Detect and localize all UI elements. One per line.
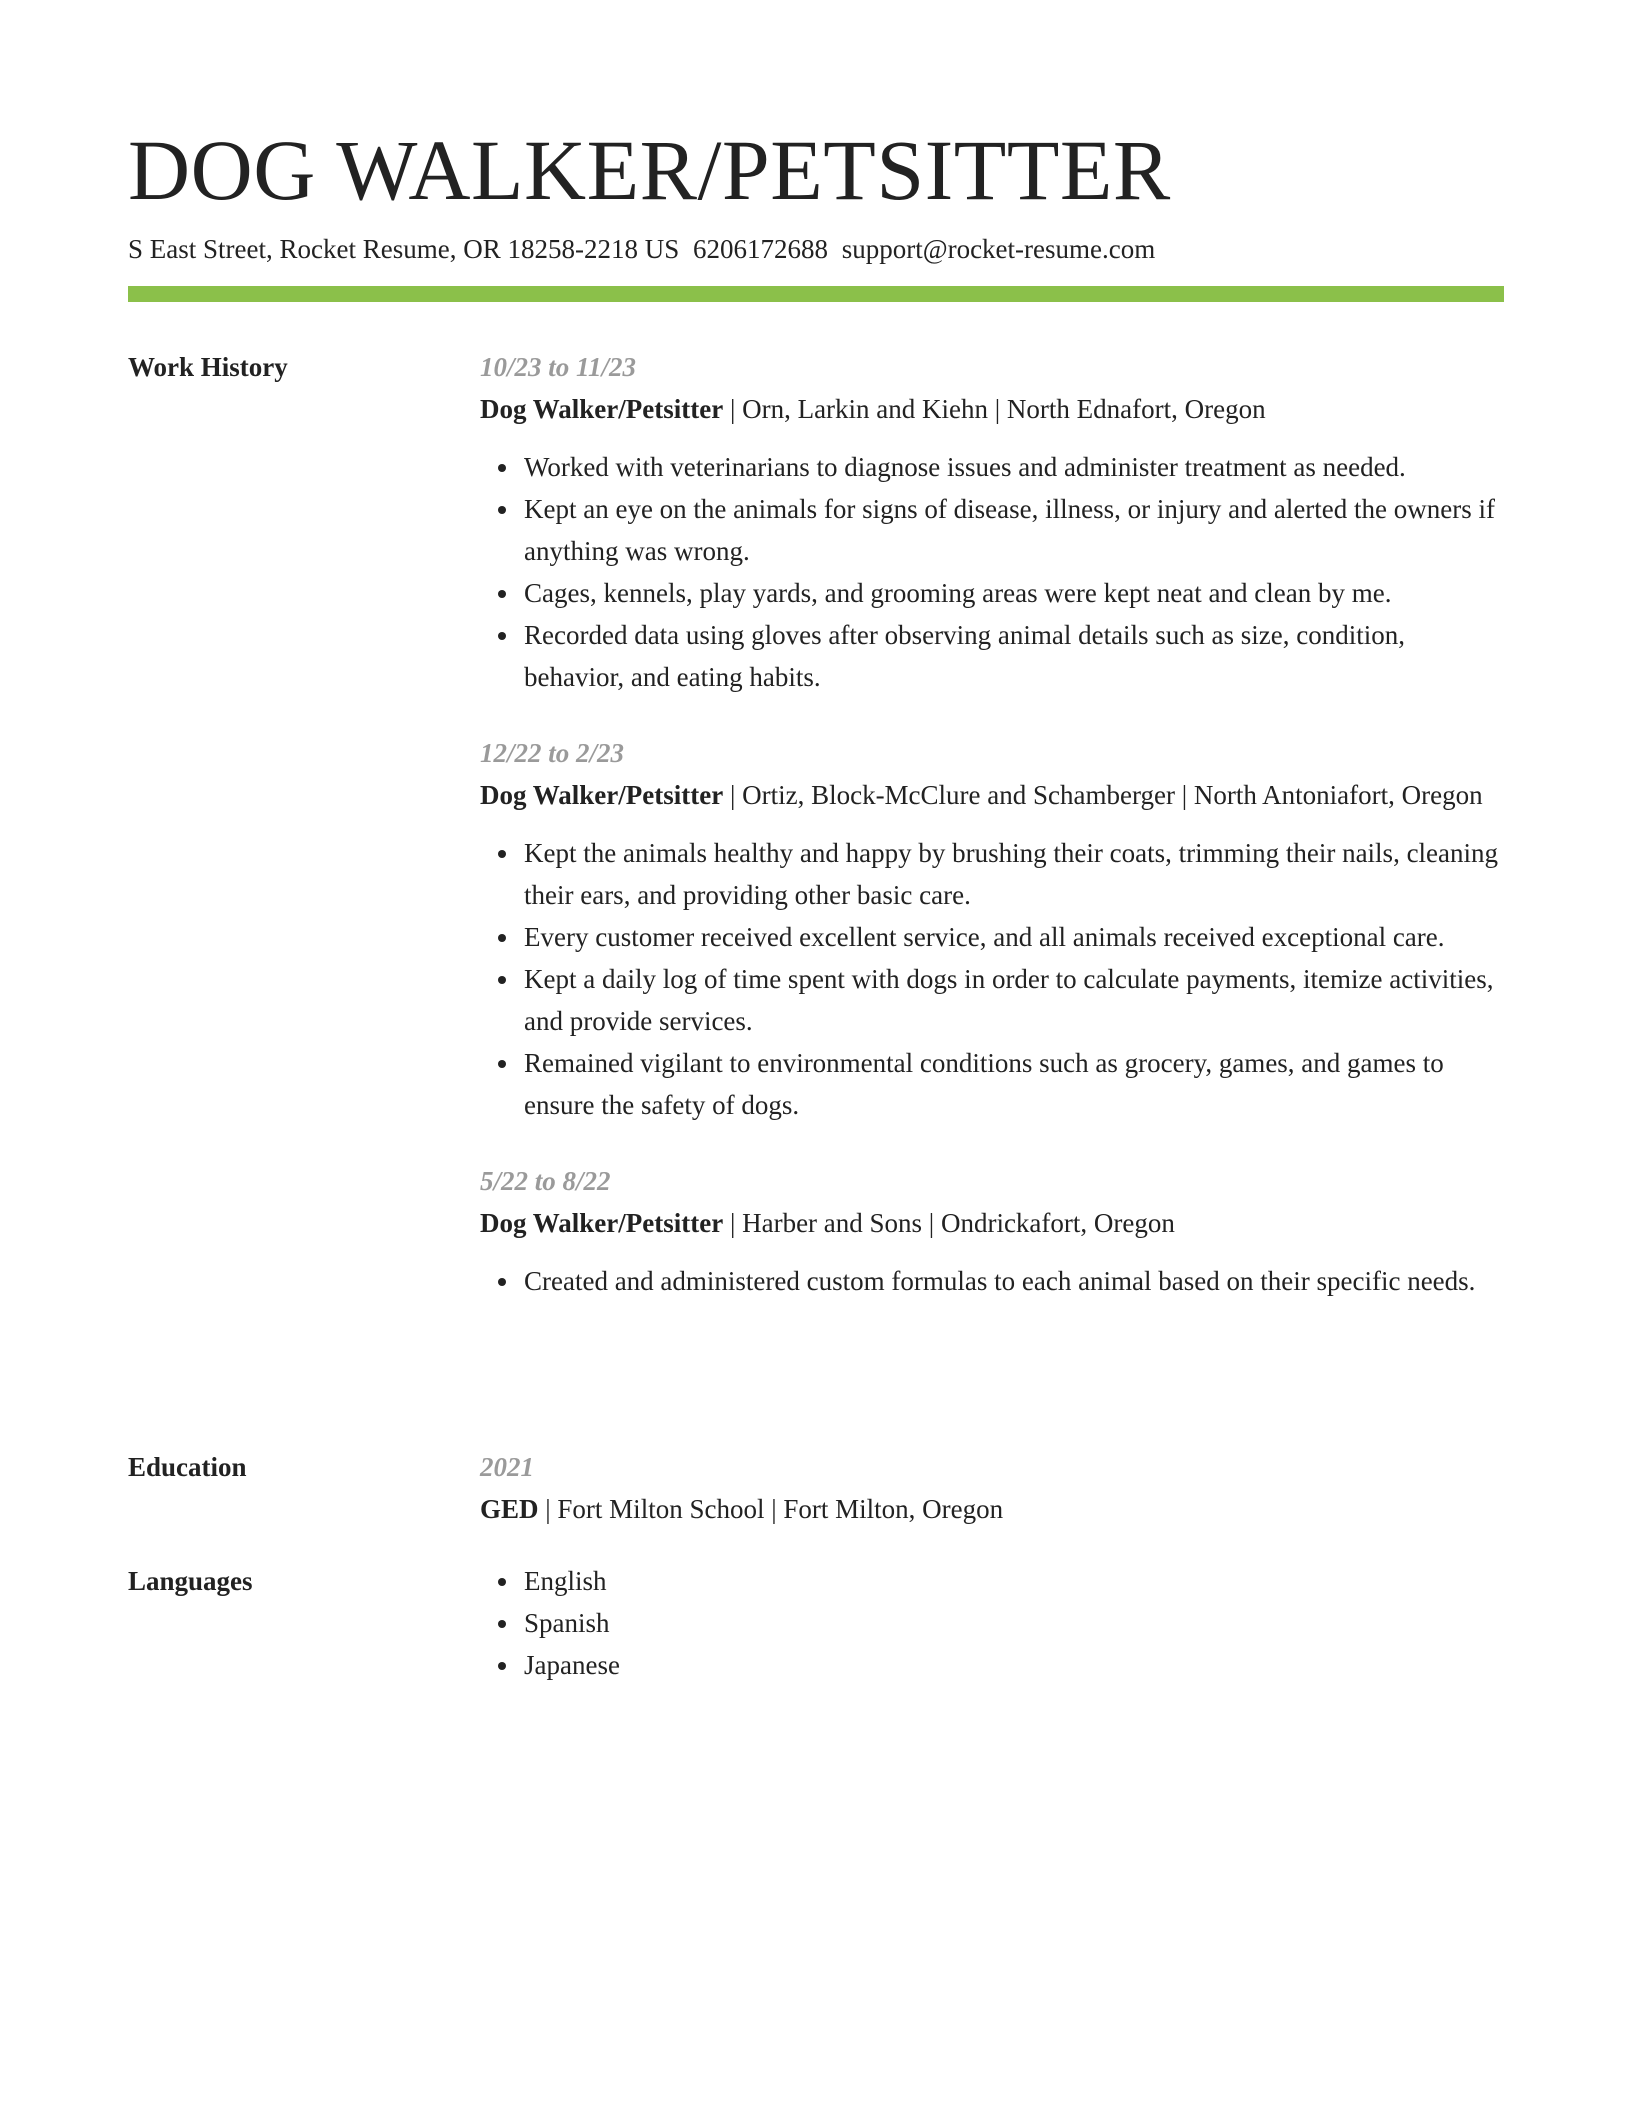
language-item: Spanish <box>524 1602 1504 1644</box>
language-item: Japanese <box>524 1644 1504 1686</box>
work-history-entries <box>480 346 1504 1302</box>
contact-phone: 6206172688 <box>692 234 828 264</box>
header-divider <box>128 286 1504 302</box>
job-bullet: Kept the animals healthy and happy by brushing their coats, trimming their nails, cleaning their ears, and providing other basic care. <box>524 832 1504 916</box>
job-role: Dog Walker/Petsitter <box>480 780 724 810</box>
languages-list <box>480 1560 1504 1686</box>
education-heading <box>480 1488 1504 1530</box>
section-label-work-history: Work History <box>128 352 288 382</box>
section-label-languages: Languages <box>128 1566 253 1596</box>
job-details: | Ortiz, Block-McClure and Schamberger | North Antoniafort, Oregon <box>723 780 1483 810</box>
job-date: 10/23 to 11/23 <box>480 352 637 382</box>
job-bullet: Cages, kennels, play yards, and grooming areas were kept neat and clean by me. <box>524 572 1504 614</box>
job-date: 12/22 to 2/23 <box>480 738 625 768</box>
education-degree: GED <box>480 1494 539 1524</box>
language-item: English <box>524 1560 1504 1602</box>
section-label-education: Education <box>128 1452 247 1482</box>
job-bullet: Kept a daily log of time spent with dogs in order to calculate payments, itemize activities, and provide services. <box>524 958 1504 1042</box>
job-heading <box>480 1202 1504 1244</box>
job-heading <box>480 774 1504 816</box>
job-bullet: Recorded data using gloves after observing animal details such as size, condition, behavior, and eating habits. <box>524 614 1504 698</box>
job-entry <box>480 1160 1504 1302</box>
contact-line <box>128 230 1155 268</box>
education-details: | Fort Milton School | Fort Milton, Oregon <box>538 1494 1004 1524</box>
education-entry <box>480 1446 1504 1530</box>
job-entry <box>480 732 1504 1126</box>
job-heading <box>480 388 1504 430</box>
job-bullet: Created and administered custom formulas to each animal based on their specific needs. <box>524 1260 1504 1302</box>
education-date: 2021 <box>480 1452 534 1482</box>
resume-title: DOG WALKER/PETSITTER <box>128 122 1171 218</box>
job-details: | Harber and Sons | Ondrickafort, Oregon <box>723 1208 1175 1238</box>
job-date: 5/22 to 8/22 <box>480 1166 611 1196</box>
job-bullet: Every customer received excellent service, and all animals received exceptional care. <box>524 916 1504 958</box>
job-bullet-list <box>480 832 1504 1126</box>
job-bullet-list <box>480 1260 1504 1302</box>
job-entry <box>480 346 1504 698</box>
job-bullet: Worked with veterinarians to diagnose issues and administer treatment as needed. <box>524 446 1504 488</box>
job-bullet: Kept an eye on the animals for signs of disease, illness, or injury and alerted the owners if anything was wrong. <box>524 488 1504 572</box>
languages-body <box>480 1560 1504 1686</box>
job-bullet: Remained vigilant to environmental conditions such as grocery, games, and games to ensure the safety of dogs. <box>524 1042 1504 1126</box>
contact-email: support@rocket-resume.com <box>841 234 1156 264</box>
job-role: Dog Walker/Petsitter <box>480 1208 724 1238</box>
job-role: Dog Walker/Petsitter <box>480 394 724 424</box>
contact-address: S East Street, Rocket Resume, OR 18258-2218 US <box>128 234 680 264</box>
job-bullet-list <box>480 446 1504 698</box>
job-details: | Orn, Larkin and Kiehn | North Ednafort, Oregon <box>723 394 1266 424</box>
